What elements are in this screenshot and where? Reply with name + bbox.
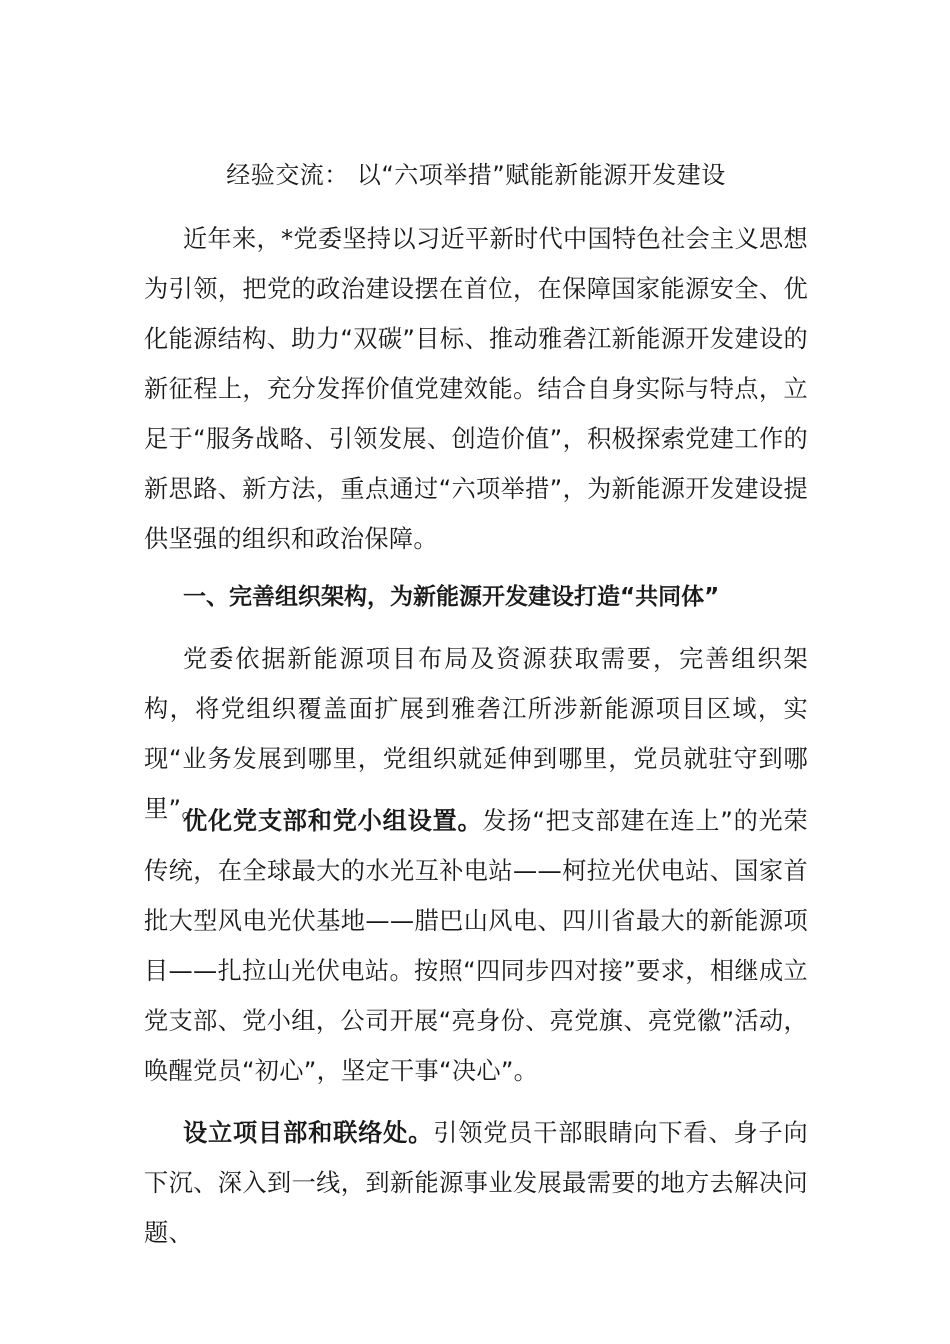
- document-title: 经验交流： 以“六项举措”赋能新能源开发建设: [226, 161, 726, 189]
- intro-paragraph: 近年来，*党委坚持以习近平新时代中国特色社会主义思想为引领，把党的政治建设摆在首位，在保障国家能源安全、优化能源结构、助力“双碳”目标、推动雅砻江新能源开发建设的新征程上，充分发挥价值党建效能。结合自身实际与特点，立足于“服务战略、引领发展、创造价值”，积极探索党建工作的新思路、新方法，重点通过“六项举措”，为新能源开发建设提供坚强的组织和政治保障。: [144, 225, 808, 553]
- item-lead: 设立项目部和联络处。: [183, 1119, 434, 1147]
- item-paragraph: [144, 796, 808, 1096]
- section-paragraph: 党委依据新能源项目布局及资源获取需要，完善组织架构，将党组织覆盖面扩展到雅砻江所涉新能源项目区域，实现“业务发展到哪里，党组织就延伸到哪里，党员就驻守到哪里”。: [144, 645, 808, 823]
- item-paragraph: [144, 1108, 808, 1258]
- section-heading: 一、完善组织架构，为新能源开发建设打造“共同体”: [183, 584, 720, 610]
- item-lead: 优化党支部和党小组设置。: [183, 807, 483, 835]
- item-text: 发扬“把支部建在连上”的光荣传统，在全球最大的水光互补电站——柯拉光伏电站、国家首批大型风电光伏基地——腊巴山风电、四川省最大的新能源项目——扎拉山光伏电站。按照“四同步四对接”要求，相继成立党支部、党小组，公司开展“亮身份、亮党旗、亮党徽”活动，唤醒党员“初心”，坚定干事“决心”。: [144, 807, 808, 1085]
- item-text: 引领党员干部眼睛向下看、身子向下沉、深入到一线，到新能源事业发展最需要的地方去解决问题、: [144, 1119, 808, 1247]
